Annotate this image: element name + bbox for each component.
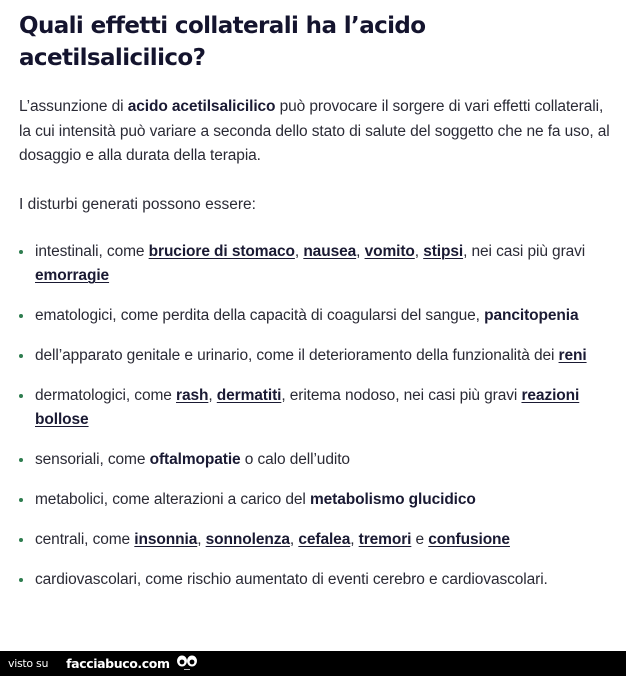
term-link[interactable]: reazioni bollose <box>35 387 580 428</box>
list-item-ematologici <box>19 304 619 328</box>
bold-term: metabolismo glucidico <box>309 491 476 508</box>
list-item-metabolici <box>19 488 619 512</box>
list-item-text: intestinali, come bruciore di stomaco, nausea, vomito, stipsi, nei casi più gravi emorragie <box>35 243 586 284</box>
list-item-genitale-urinario <box>19 344 619 368</box>
footer-site-link[interactable]: facciabuco.com <box>66 656 170 671</box>
intro-paragraph <box>19 95 619 169</box>
intro-text-before: L’assunzione di <box>19 98 128 115</box>
bullet-icon <box>19 538 23 542</box>
side-effects-list <box>19 240 619 592</box>
term-link[interactable]: cefalea <box>298 531 351 548</box>
term-link[interactable]: reni <box>558 347 587 364</box>
list-lead: I disturbi generati possono essere: <box>19 195 256 213</box>
bullet-icon <box>19 458 23 462</box>
intro-text-after: può provocare il sorgere di vari effetti collaterali, la cui intensità può variare a seconda dello stato di salute del soggetto che ne fa uso, al dosaggio e alla durata della terapia. <box>19 98 610 164</box>
term-link[interactable]: nausea <box>303 243 357 260</box>
bullet-icon <box>19 578 23 582</box>
list-item-text: dell’apparato genitale e urinario, come il deterioramento della funzionalità dei reni <box>35 347 587 364</box>
term-link[interactable]: sonnolenza <box>205 531 290 548</box>
term-link[interactable]: rash <box>176 387 209 404</box>
term-link[interactable]: emorragie <box>35 267 110 284</box>
term-link[interactable]: insonnia <box>134 531 198 548</box>
list-item-cardiovascolari <box>19 568 619 592</box>
bullet-icon <box>19 314 23 318</box>
article <box>19 0 619 608</box>
list-item-text: ematologici, come perdita della capacità di coagularsi del sangue, pancitopenia <box>35 307 579 324</box>
bold-term: oftalmopatie <box>149 451 241 468</box>
list-item-sensoriali <box>19 448 619 472</box>
eyes-icon <box>176 654 198 670</box>
bold-term: pancitopenia <box>484 307 579 324</box>
footer-visto-label: visto su <box>8 657 49 670</box>
term-link[interactable]: stipsi <box>423 243 464 260</box>
list-item-text: centrali, come insonnia, sonnolenza, cefalea, tremori e confusione <box>35 531 510 548</box>
list-item-dermatologici <box>19 384 619 432</box>
watermark-footer <box>0 651 626 676</box>
bullet-icon <box>19 250 23 254</box>
bullet-icon <box>19 354 23 358</box>
term-link[interactable]: confusione <box>428 531 510 548</box>
bullet-icon <box>19 394 23 398</box>
list-item-centrali <box>19 528 619 552</box>
term-link[interactable]: vomito <box>364 243 415 260</box>
bullet-icon <box>19 498 23 502</box>
term-link[interactable]: dermatiti <box>216 387 282 404</box>
list-item-intestinali <box>19 240 619 288</box>
intro-bold-term: acido acetilsalicilico <box>127 98 276 115</box>
list-item-text: dermatologici, come rash, dermatiti, eritema nodoso, nei casi più gravi reazioni bollose <box>35 387 580 428</box>
list-item-text: sensoriali, come oftalmopatie o calo dell’udito <box>35 451 350 468</box>
list-item-text: cardiovascolari, come rischio aumentato di eventi cerebro e cardiovascolari. <box>35 571 548 588</box>
term-link[interactable]: bruciore di stomaco <box>148 243 295 260</box>
article-title: Quali effetti collaterali ha l’acido acetilsalicilico? <box>19 13 426 71</box>
term-link[interactable]: tremori <box>358 531 412 548</box>
list-item-text: metabolici, come alterazioni a carico del metabolismo glucidico <box>35 491 476 508</box>
